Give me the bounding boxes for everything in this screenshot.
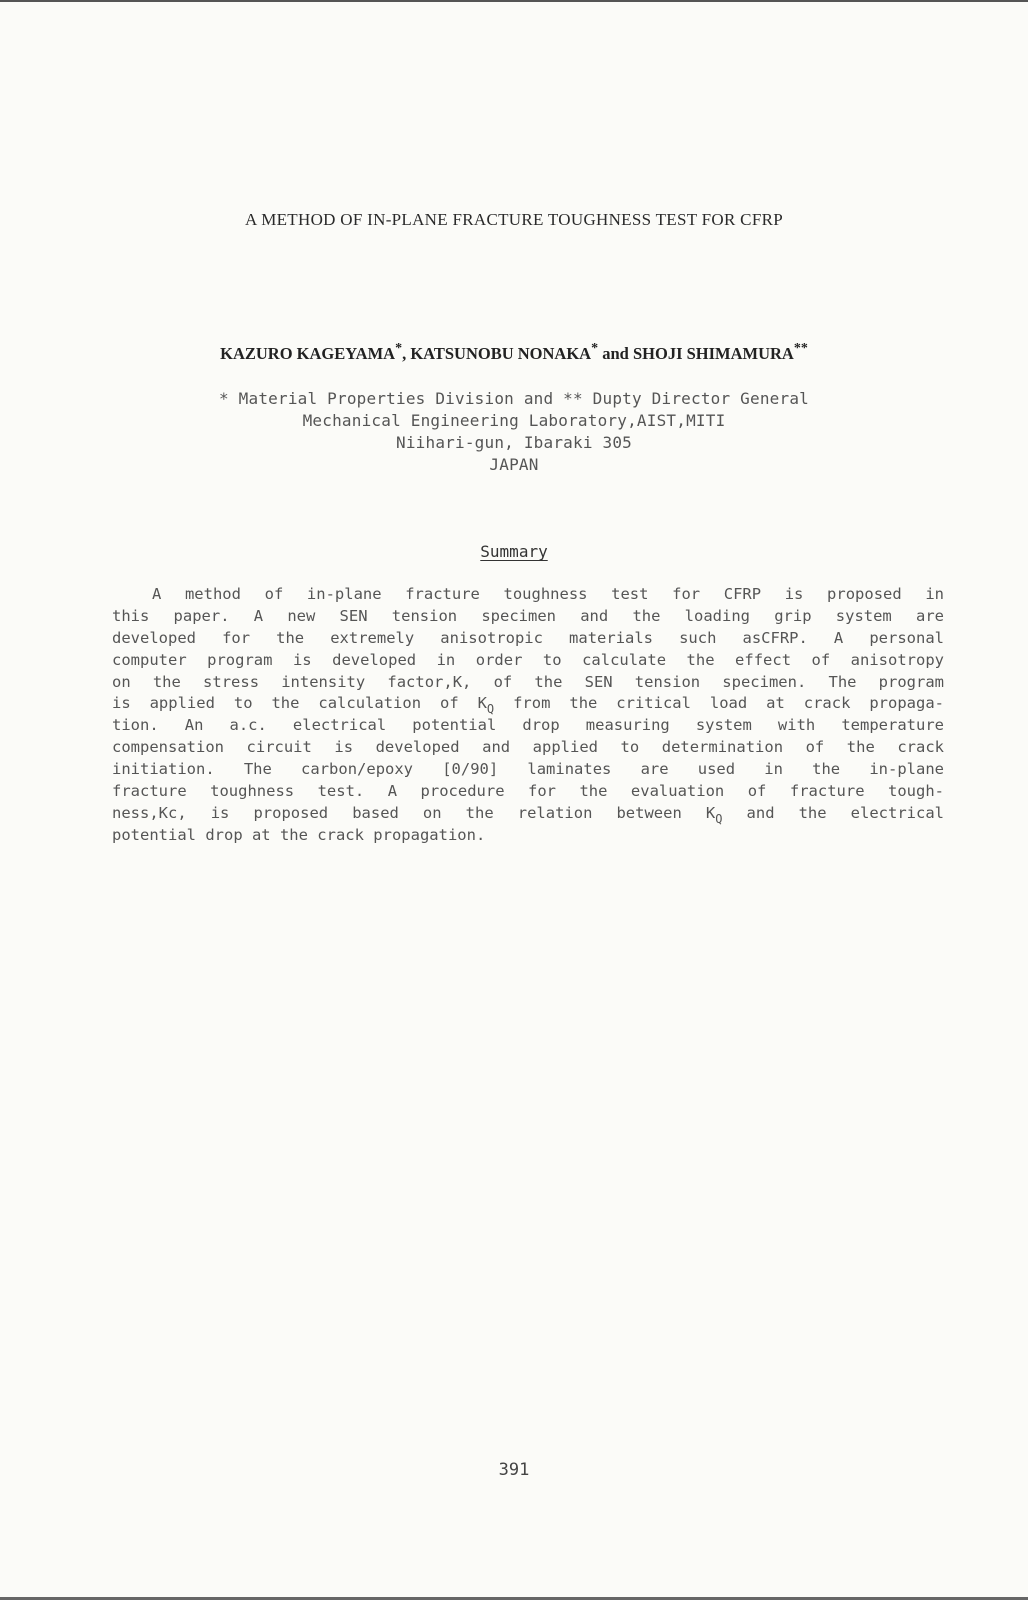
abstract-line: developed for the extremely anisotropic materials such asCFRP. A personal	[112, 628, 944, 647]
affiliation-mark: **	[793, 341, 808, 356]
abstract-line	[112, 803, 944, 825]
abstract-line	[112, 693, 944, 715]
abstract-line: tion. An a.c. electrical potential drop measuring system with temperature	[112, 716, 944, 735]
author-name: KATSUNOBU NONAKA	[410, 344, 592, 363]
abstract-line-text: from the critical load at crack propaga-	[494, 694, 944, 713]
abstract-line: initiation. The carbon/epoxy [0/90] laminates are used in the in-plane	[112, 760, 944, 779]
abstract-line-text: is applied to the calculation of K	[112, 694, 487, 713]
summary-heading-text: Summary	[480, 542, 548, 561]
abstract-line: on the stress intensity factor,K, of the SEN tension specimen. The program	[112, 672, 944, 691]
author-name: KAZURO KAGEYAMA	[220, 344, 396, 363]
author-list	[0, 341, 1028, 364]
affiliation-line: Niihari-gun, Ibaraki 305	[396, 433, 632, 452]
summary-heading	[0, 542, 1028, 561]
abstract-line: potential drop at the crack propagation.	[112, 825, 486, 844]
abstract-line: this paper. A new SEN tension specimen and the loading grip system are	[112, 606, 944, 625]
author-separator: and	[598, 344, 633, 363]
author-name: SHOJI SHIMAMURA	[632, 344, 794, 363]
abstract-line: compensation circuit is developed and applied to determination of the crack	[112, 738, 944, 757]
affiliation-mark: *	[591, 341, 599, 356]
abstract-body	[112, 584, 944, 847]
subscript: Q	[486, 702, 495, 717]
affiliation-line: * Material Properties Division and ** Dupty Director General	[219, 389, 809, 408]
affiliation-block	[0, 388, 1028, 476]
abstract-line: fracture toughness test. A procedure for the evaluation of fracture tough-	[112, 782, 944, 801]
author-separator: ,	[402, 344, 411, 363]
affiliation-mark: *	[395, 341, 403, 356]
scan-edge-top	[0, 0, 1028, 2]
page-number: 391	[498, 1460, 530, 1480]
abstract-line: computer program is developed in order to calculate the effect of anisotropy	[112, 650, 944, 669]
abstract-line: A method of in-plane fracture toughness test for CFRP is proposed in	[152, 585, 944, 603]
abstract-line-text: and the electrical	[722, 803, 944, 822]
paper-title: A METHOD OF IN-PLANE FRACTURE TOUGHNESS TEST FOR CFRP	[245, 210, 783, 229]
abstract-line-text: ness,Kc, is proposed based on the relation between K	[112, 803, 716, 822]
affiliation-line: JAPAN	[489, 455, 539, 474]
subscript: Q	[715, 811, 723, 826]
affiliation-line: Mechanical Engineering Laboratory,AIST,MITI	[302, 411, 726, 430]
